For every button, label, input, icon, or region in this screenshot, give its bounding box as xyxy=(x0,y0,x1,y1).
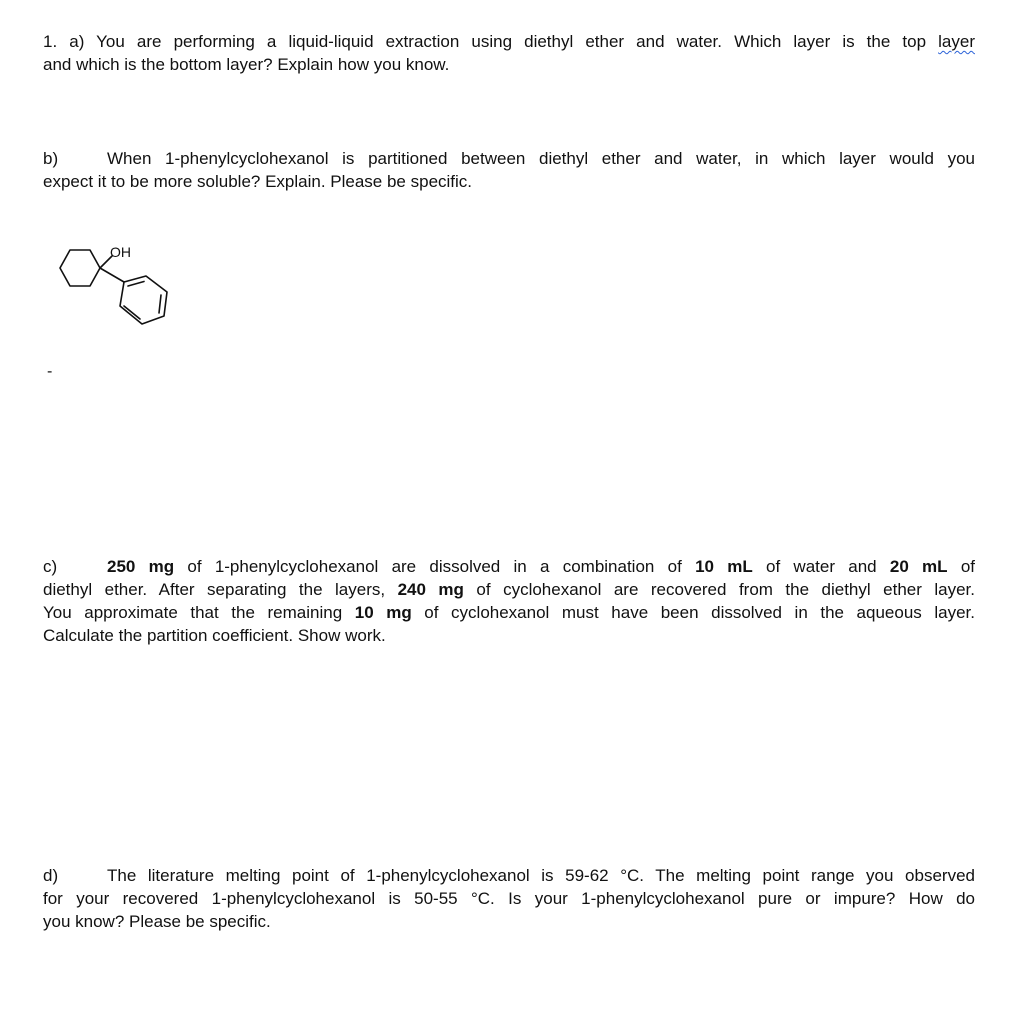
bond-c-phenyl xyxy=(100,268,124,282)
question-b-label: b) xyxy=(43,149,59,168)
question-b-line-1: b) When 1-phenylcyclohexanol is partitioned between diethyl ether and water, in which layer would you xyxy=(43,149,975,168)
question-c-line-3: You approximate that the remaining 10 mg of cyclohexanol must have been dissolved in the aqueous layer. xyxy=(43,603,975,622)
double-bond-2 xyxy=(159,295,161,313)
question-a-line-2: and which is the bottom layer? Explain how you know. xyxy=(43,55,450,74)
question-c-label: c) xyxy=(43,557,58,576)
question-a-line-1: 1. a) You are performing a liquid-liquid extraction using diethyl ether and water. Which layer is the top layer xyxy=(43,32,975,51)
question-b-line-2: expect it to be more soluble? Explain. Please be specific. xyxy=(43,172,473,191)
double-bond-1 xyxy=(128,282,144,287)
stray-mark: - xyxy=(47,363,53,380)
question-c xyxy=(43,555,975,647)
question-d-label: d) xyxy=(43,866,59,885)
double-bond-3 xyxy=(124,306,140,319)
question-d-line-2: for your recovered 1-phenylcyclohexanol is 50-55 °C. Is your 1-phenylcyclohexanol pure or impure? How do xyxy=(43,889,975,908)
spellcheck-flagged-word[interactable]: layer xyxy=(938,32,975,51)
question-c-line-4: Calculate the partition coefficient. Show work. xyxy=(43,626,386,645)
oh-label: OH xyxy=(110,244,131,260)
phenylcyclohexanol-structure xyxy=(48,240,178,335)
question-d xyxy=(43,864,975,933)
cyclohexane-ring xyxy=(60,250,100,286)
question-c-line-2: diethyl ether. After separating the layers, 240 mg of cyclohexanol are recovered from the diethyl ether layer. xyxy=(43,580,975,599)
question-b xyxy=(43,147,975,193)
question-c-line-1: c) 250 mg of 1-phenylcyclohexanol are dissolved in a combination of 10 mL of water and 20 mL of xyxy=(43,557,976,576)
question-a xyxy=(43,30,975,76)
question-d-line-3: you know? Please be specific. xyxy=(43,912,271,931)
question-d-line-1: d) The literature melting point of 1-phenylcyclohexanol is 59-62 °C. The melting point range you observed xyxy=(43,866,975,885)
